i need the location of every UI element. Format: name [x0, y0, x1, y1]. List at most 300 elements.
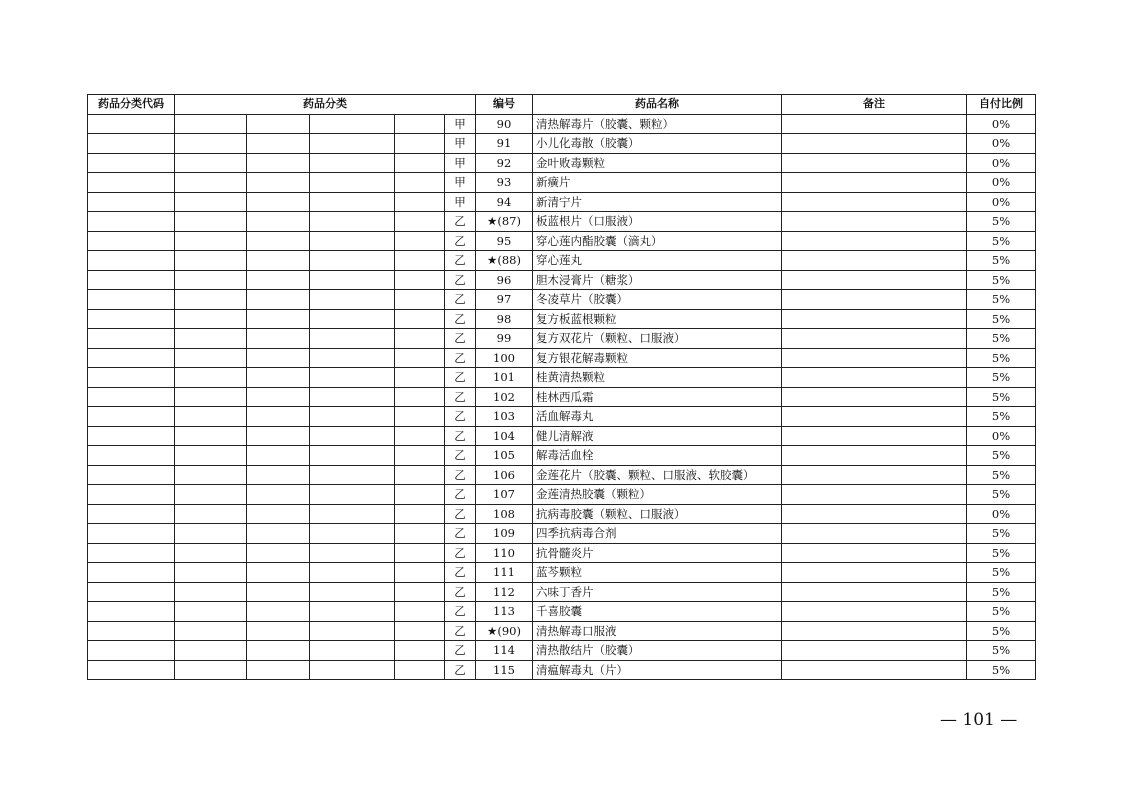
- remark-cell: [782, 114, 967, 134]
- category-cell-4: [395, 407, 445, 427]
- table-row: [88, 368, 1036, 388]
- ratio-cell: 5%: [967, 582, 1036, 602]
- table-body: [88, 114, 1036, 680]
- number-cell: 94: [476, 192, 533, 212]
- number-cell: 113: [476, 602, 533, 622]
- number-cell: 98: [476, 309, 533, 329]
- remark-cell: [782, 621, 967, 641]
- remark-cell: [782, 446, 967, 466]
- drug-name-cell: 金莲花片（胶囊、颗粒、口服液、软胶囊）: [533, 465, 782, 485]
- number-cell: 112: [476, 582, 533, 602]
- number-cell: ★(88): [476, 251, 533, 271]
- category-cell-2: [247, 504, 310, 524]
- category-cell-3: [310, 309, 395, 329]
- code-cell: [88, 407, 175, 427]
- category-cell-1: [175, 524, 247, 544]
- table-row: [88, 173, 1036, 193]
- grade-cell: 甲: [445, 114, 476, 134]
- category-cell-4: [395, 309, 445, 329]
- category-cell-4: [395, 134, 445, 154]
- remark-cell: [782, 504, 967, 524]
- ratio-cell: 5%: [967, 465, 1036, 485]
- category-cell-3: [310, 329, 395, 349]
- category-cell-3: [310, 212, 395, 232]
- ratio-cell: 5%: [967, 329, 1036, 349]
- drug-name-cell: 金莲清热胶囊（颗粒）: [533, 485, 782, 505]
- code-cell: [88, 387, 175, 407]
- remark-cell: [782, 426, 967, 446]
- code-cell: [88, 192, 175, 212]
- category-cell-4: [395, 602, 445, 622]
- category-cell-4: [395, 524, 445, 544]
- header-remark: 备注: [782, 95, 967, 115]
- remark-cell: [782, 192, 967, 212]
- code-cell: [88, 348, 175, 368]
- table-row: [88, 407, 1036, 427]
- remark-cell: [782, 212, 967, 232]
- number-cell: 114: [476, 641, 533, 661]
- category-cell-2: [247, 621, 310, 641]
- drug-name-cell: 健儿清解液: [533, 426, 782, 446]
- table-row: [88, 485, 1036, 505]
- category-cell-3: [310, 582, 395, 602]
- category-cell-1: [175, 348, 247, 368]
- category-cell-1: [175, 543, 247, 563]
- drug-name-cell: 清热解毒片（胶囊、颗粒）: [533, 114, 782, 134]
- table-row: [88, 582, 1036, 602]
- table-row: [88, 231, 1036, 251]
- table-row: [88, 446, 1036, 466]
- category-cell-1: [175, 329, 247, 349]
- code-cell: [88, 485, 175, 505]
- category-cell-4: [395, 641, 445, 661]
- drug-name-cell: 四季抗病毒合剂: [533, 524, 782, 544]
- category-cell-4: [395, 212, 445, 232]
- code-cell: [88, 641, 175, 661]
- category-cell-1: [175, 309, 247, 329]
- drug-name-cell: 抗骨髓炎片: [533, 543, 782, 563]
- ratio-cell: 5%: [967, 621, 1036, 641]
- category-cell-2: [247, 387, 310, 407]
- category-cell-1: [175, 621, 247, 641]
- code-cell: [88, 543, 175, 563]
- remark-cell: [782, 543, 967, 563]
- grade-cell: 乙: [445, 212, 476, 232]
- code-cell: [88, 251, 175, 271]
- number-cell: 91: [476, 134, 533, 154]
- category-cell-1: [175, 231, 247, 251]
- code-cell: [88, 309, 175, 329]
- category-cell-3: [310, 114, 395, 134]
- table-row: [88, 309, 1036, 329]
- category-cell-4: [395, 329, 445, 349]
- category-cell-3: [310, 153, 395, 173]
- category-cell-3: [310, 563, 395, 583]
- remark-cell: [782, 485, 967, 505]
- code-cell: [88, 660, 175, 680]
- category-cell-3: [310, 465, 395, 485]
- number-cell: 93: [476, 173, 533, 193]
- ratio-cell: 5%: [967, 387, 1036, 407]
- remark-cell: [782, 582, 967, 602]
- ratio-cell: 5%: [967, 563, 1036, 583]
- number-cell: 110: [476, 543, 533, 563]
- table-row: [88, 621, 1036, 641]
- header-name: 药品名称: [533, 95, 782, 115]
- remark-cell: [782, 329, 967, 349]
- drug-name-cell: 复方双花片（颗粒、口服液）: [533, 329, 782, 349]
- number-cell: 109: [476, 524, 533, 544]
- header-category: 药品分类: [175, 95, 476, 115]
- category-cell-4: [395, 485, 445, 505]
- category-cell-4: [395, 368, 445, 388]
- category-cell-1: [175, 368, 247, 388]
- code-cell: [88, 212, 175, 232]
- grade-cell: 乙: [445, 426, 476, 446]
- number-cell: 104: [476, 426, 533, 446]
- grade-cell: 甲: [445, 134, 476, 154]
- number-cell: 92: [476, 153, 533, 173]
- remark-cell: [782, 231, 967, 251]
- table-row: [88, 504, 1036, 524]
- category-cell-4: [395, 114, 445, 134]
- grade-cell: 乙: [445, 465, 476, 485]
- category-cell-4: [395, 290, 445, 310]
- category-cell-1: [175, 387, 247, 407]
- category-cell-3: [310, 602, 395, 622]
- category-cell-2: [247, 602, 310, 622]
- code-cell: [88, 114, 175, 134]
- code-cell: [88, 621, 175, 641]
- category-cell-1: [175, 602, 247, 622]
- category-cell-2: [247, 309, 310, 329]
- grade-cell: 甲: [445, 173, 476, 193]
- header-ratio: 自付比例: [967, 95, 1036, 115]
- grade-cell: 乙: [445, 387, 476, 407]
- ratio-cell: 5%: [967, 602, 1036, 622]
- ratio-cell: 5%: [967, 660, 1036, 680]
- code-cell: [88, 582, 175, 602]
- category-cell-2: [247, 134, 310, 154]
- category-cell-4: [395, 426, 445, 446]
- ratio-cell: 5%: [967, 524, 1036, 544]
- category-cell-1: [175, 134, 247, 154]
- category-cell-4: [395, 231, 445, 251]
- number-cell: 95: [476, 231, 533, 251]
- remark-cell: [782, 270, 967, 290]
- ratio-cell: 5%: [967, 368, 1036, 388]
- table-row: [88, 270, 1036, 290]
- category-cell-4: [395, 582, 445, 602]
- grade-cell: 乙: [445, 407, 476, 427]
- remark-cell: [782, 641, 967, 661]
- grade-cell: 乙: [445, 446, 476, 466]
- category-cell-1: [175, 582, 247, 602]
- ratio-cell: 5%: [967, 641, 1036, 661]
- category-cell-2: [247, 563, 310, 583]
- category-cell-3: [310, 270, 395, 290]
- category-cell-4: [395, 446, 445, 466]
- category-cell-2: [247, 465, 310, 485]
- table-row: [88, 602, 1036, 622]
- grade-cell: 乙: [445, 641, 476, 661]
- category-cell-2: [247, 485, 310, 505]
- category-cell-3: [310, 231, 395, 251]
- category-cell-3: [310, 290, 395, 310]
- code-cell: [88, 173, 175, 193]
- category-cell-1: [175, 426, 247, 446]
- header-row: [88, 95, 1036, 115]
- grade-cell: 乙: [445, 563, 476, 583]
- category-cell-3: [310, 446, 395, 466]
- drug-name-cell: 蓝芩颗粒: [533, 563, 782, 583]
- drug-name-cell: 冬凌草片（胶囊）: [533, 290, 782, 310]
- category-cell-4: [395, 543, 445, 563]
- drug-name-cell: 抗病毒胶囊（颗粒、口服液）: [533, 504, 782, 524]
- ratio-cell: 5%: [967, 270, 1036, 290]
- category-cell-3: [310, 504, 395, 524]
- remark-cell: [782, 290, 967, 310]
- category-cell-1: [175, 660, 247, 680]
- code-cell: [88, 231, 175, 251]
- category-cell-1: [175, 641, 247, 661]
- drug-name-cell: 胆木浸膏片（糖浆）: [533, 270, 782, 290]
- grade-cell: 乙: [445, 582, 476, 602]
- table-row: [88, 563, 1036, 583]
- code-cell: [88, 524, 175, 544]
- category-cell-2: [247, 660, 310, 680]
- category-cell-1: [175, 212, 247, 232]
- grade-cell: 乙: [445, 485, 476, 505]
- remark-cell: [782, 173, 967, 193]
- ratio-cell: 0%: [967, 192, 1036, 212]
- code-cell: [88, 153, 175, 173]
- category-cell-3: [310, 251, 395, 271]
- category-cell-4: [395, 153, 445, 173]
- header-number: 编号: [476, 95, 533, 115]
- remark-cell: [782, 309, 967, 329]
- ratio-cell: 0%: [967, 173, 1036, 193]
- drug-name-cell: 活血解毒丸: [533, 407, 782, 427]
- drug-name-cell: 复方板蓝根颗粒: [533, 309, 782, 329]
- number-cell: 106: [476, 465, 533, 485]
- category-cell-3: [310, 387, 395, 407]
- table-row: [88, 114, 1036, 134]
- grade-cell: 乙: [445, 621, 476, 641]
- table-row: [88, 465, 1036, 485]
- category-cell-3: [310, 368, 395, 388]
- category-cell-1: [175, 153, 247, 173]
- category-cell-2: [247, 348, 310, 368]
- category-cell-1: [175, 114, 247, 134]
- category-cell-1: [175, 173, 247, 193]
- category-cell-3: [310, 524, 395, 544]
- code-cell: [88, 602, 175, 622]
- category-cell-2: [247, 641, 310, 661]
- category-cell-1: [175, 290, 247, 310]
- table-row: [88, 251, 1036, 271]
- ratio-cell: 5%: [967, 231, 1036, 251]
- category-cell-2: [247, 153, 310, 173]
- grade-cell: 乙: [445, 231, 476, 251]
- category-cell-1: [175, 504, 247, 524]
- category-cell-3: [310, 621, 395, 641]
- number-cell: 115: [476, 660, 533, 680]
- code-cell: [88, 270, 175, 290]
- drug-table: [87, 94, 1036, 680]
- category-cell-4: [395, 173, 445, 193]
- category-cell-3: [310, 641, 395, 661]
- table-row: [88, 212, 1036, 232]
- category-cell-1: [175, 446, 247, 466]
- remark-cell: [782, 660, 967, 680]
- grade-cell: 乙: [445, 251, 476, 271]
- number-cell: 96: [476, 270, 533, 290]
- drug-name-cell: 桂林西瓜霜: [533, 387, 782, 407]
- category-cell-1: [175, 485, 247, 505]
- category-cell-2: [247, 543, 310, 563]
- number-cell: 111: [476, 563, 533, 583]
- code-cell: [88, 134, 175, 154]
- number-cell: 100: [476, 348, 533, 368]
- category-cell-3: [310, 192, 395, 212]
- category-cell-3: [310, 407, 395, 427]
- code-cell: [88, 504, 175, 524]
- category-cell-4: [395, 563, 445, 583]
- number-cell: ★(87): [476, 212, 533, 232]
- code-cell: [88, 465, 175, 485]
- ratio-cell: 5%: [967, 212, 1036, 232]
- number-cell: 97: [476, 290, 533, 310]
- category-cell-1: [175, 465, 247, 485]
- remark-cell: [782, 465, 967, 485]
- number-cell: 108: [476, 504, 533, 524]
- category-cell-1: [175, 270, 247, 290]
- drug-name-cell: 金叶败毒颗粒: [533, 153, 782, 173]
- category-cell-2: [247, 582, 310, 602]
- code-cell: [88, 426, 175, 446]
- category-cell-2: [247, 231, 310, 251]
- category-cell-2: [247, 407, 310, 427]
- remark-cell: [782, 387, 967, 407]
- ratio-cell: 0%: [967, 114, 1036, 134]
- category-cell-4: [395, 660, 445, 680]
- table-row: [88, 641, 1036, 661]
- table-row: [88, 153, 1036, 173]
- category-cell-1: [175, 192, 247, 212]
- category-cell-3: [310, 348, 395, 368]
- category-cell-1: [175, 563, 247, 583]
- number-cell: 107: [476, 485, 533, 505]
- table-row: [88, 387, 1036, 407]
- table-row: [88, 348, 1036, 368]
- grade-cell: 乙: [445, 290, 476, 310]
- drug-name-cell: 板蓝根片（口服液）: [533, 212, 782, 232]
- drug-name-cell: 清热解毒口服液: [533, 621, 782, 641]
- category-cell-4: [395, 270, 445, 290]
- table-row: [88, 660, 1036, 680]
- drug-name-cell: 复方银花解毒颗粒: [533, 348, 782, 368]
- number-cell: ★(90): [476, 621, 533, 641]
- category-cell-2: [247, 329, 310, 349]
- drug-name-cell: 新癀片: [533, 173, 782, 193]
- category-cell-2: [247, 173, 310, 193]
- drug-name-cell: 小儿化毒散（胶囊）: [533, 134, 782, 154]
- table-header: [88, 95, 1036, 115]
- page-number: — 101 —: [940, 710, 1018, 730]
- drug-name-cell: 解毒活血栓: [533, 446, 782, 466]
- remark-cell: [782, 153, 967, 173]
- grade-cell: 乙: [445, 660, 476, 680]
- category-cell-3: [310, 543, 395, 563]
- category-cell-4: [395, 348, 445, 368]
- code-cell: [88, 290, 175, 310]
- grade-cell: 乙: [445, 309, 476, 329]
- drug-name-cell: 桂黄清热颗粒: [533, 368, 782, 388]
- number-cell: 103: [476, 407, 533, 427]
- ratio-cell: 0%: [967, 504, 1036, 524]
- grade-cell: 乙: [445, 368, 476, 388]
- category-cell-2: [247, 368, 310, 388]
- drug-name-cell: 穿心莲丸: [533, 251, 782, 271]
- table-row: [88, 134, 1036, 154]
- remark-cell: [782, 134, 967, 154]
- category-cell-2: [247, 524, 310, 544]
- table-row: [88, 192, 1036, 212]
- grade-cell: 乙: [445, 348, 476, 368]
- number-cell: 99: [476, 329, 533, 349]
- drug-name-cell: 穿心莲内酯胶囊（滴丸）: [533, 231, 782, 251]
- code-cell: [88, 329, 175, 349]
- category-cell-2: [247, 270, 310, 290]
- drug-name-cell: 清瘟解毒丸（片）: [533, 660, 782, 680]
- category-cell-2: [247, 192, 310, 212]
- code-cell: [88, 368, 175, 388]
- remark-cell: [782, 563, 967, 583]
- drug-name-cell: 六味丁香片: [533, 582, 782, 602]
- table-row: [88, 543, 1036, 563]
- category-cell-4: [395, 621, 445, 641]
- grade-cell: 乙: [445, 329, 476, 349]
- drug-name-cell: 清热散结片（胶囊）: [533, 641, 782, 661]
- number-cell: 102: [476, 387, 533, 407]
- grade-cell: 乙: [445, 504, 476, 524]
- category-cell-4: [395, 251, 445, 271]
- ratio-cell: 5%: [967, 543, 1036, 563]
- remark-cell: [782, 524, 967, 544]
- number-cell: 105: [476, 446, 533, 466]
- ratio-cell: 0%: [967, 426, 1036, 446]
- remark-cell: [782, 348, 967, 368]
- code-cell: [88, 446, 175, 466]
- table-row: [88, 290, 1036, 310]
- category-cell-2: [247, 212, 310, 232]
- number-cell: 101: [476, 368, 533, 388]
- number-cell: 90: [476, 114, 533, 134]
- remark-cell: [782, 251, 967, 271]
- category-cell-3: [310, 426, 395, 446]
- category-cell-4: [395, 465, 445, 485]
- ratio-cell: 5%: [967, 290, 1036, 310]
- grade-cell: 乙: [445, 270, 476, 290]
- table-row: [88, 524, 1036, 544]
- category-cell-4: [395, 192, 445, 212]
- remark-cell: [782, 407, 967, 427]
- grade-cell: 乙: [445, 543, 476, 563]
- ratio-cell: 0%: [967, 153, 1036, 173]
- table-row: [88, 329, 1036, 349]
- ratio-cell: 5%: [967, 309, 1036, 329]
